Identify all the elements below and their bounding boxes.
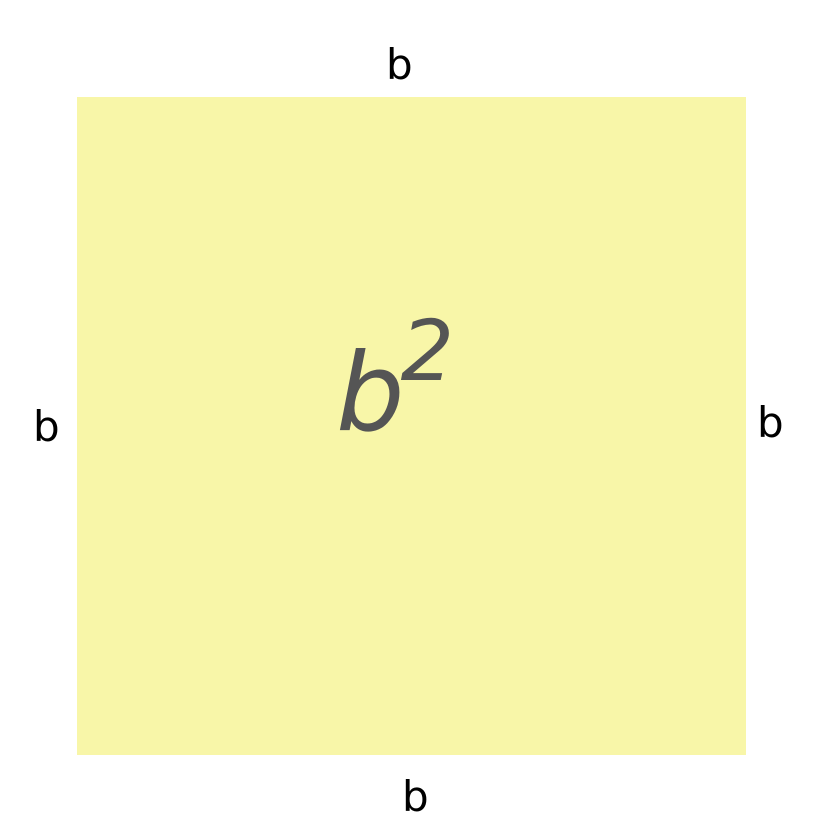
side-label-right: b: [757, 398, 784, 447]
side-label-top: b: [386, 40, 413, 89]
area-label: [336, 302, 458, 456]
area-exponent: 2: [400, 302, 455, 400]
side-label-bottom: b: [402, 772, 429, 821]
side-label-left: b: [33, 402, 60, 451]
area-base: b: [336, 331, 405, 456]
